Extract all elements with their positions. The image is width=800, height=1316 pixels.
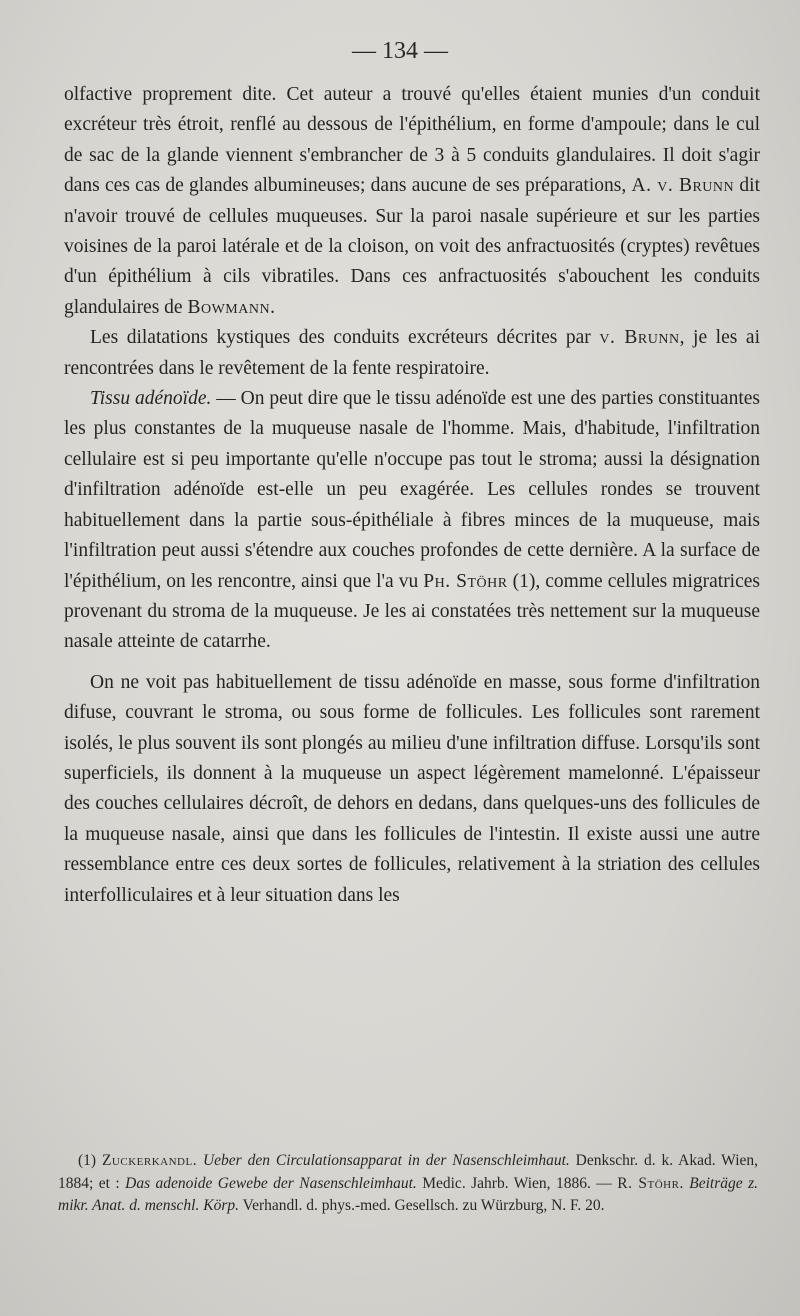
footnote-marker: (1) [78, 1152, 97, 1169]
footnote-text [58, 1150, 758, 1218]
main-text [64, 80, 760, 911]
author-name: v. Brunn [599, 327, 680, 349]
footnote-title: Beiträge z. mikr. Anat. d. menschl. Körp. [58, 1174, 758, 1214]
author-name: Ph. Stöhr [423, 570, 508, 592]
paragraph-3-text-2: (1), comme cellules migratrices provenant du stroma de la muqueuse. Je les ai constatées très nettement sur la muqueuse nasale atteinte de catarrhe. [64, 570, 761, 653]
footnote-title: Ueber den Circulationsapparat in der Nasenschleimhaut. [202, 1152, 570, 1169]
paragraph-4 [64, 668, 760, 911]
page-number: — 134 — [352, 38, 448, 64]
footnote-source: Verhandl. d. phys.-med. Gesellsch. zu Würzburg, N. F. 20. [242, 1197, 605, 1214]
author-name: Bowmann [187, 296, 271, 318]
footnote-author: R. Stöhr. [617, 1174, 684, 1192]
paragraph-3 [64, 384, 760, 658]
paragraph-2 [64, 323, 760, 384]
author-name: A. v. Brunn [631, 175, 735, 197]
paragraph-1-text: olfactive proprement dite. Cet auteur a trouvé qu'elles étaient munies d'un conduit excréteur très étroit, renflé au dessous de l'épithélium, en forme d'ampoule; dans le cul de sac de la glande viennent s'embrancher de 3 à 5 conduits glandulaires. Il doit s'agir dans ces cas de glandes albumineuses; dans aucune de ses préparations, [64, 84, 760, 197]
paragraph-1-end: . [270, 296, 275, 318]
paragraph-2-text: Les dilatations kystiques des conduits excréteurs décrites par [90, 327, 591, 349]
footnote-author: Zuckerkandl. [101, 1152, 198, 1169]
paragraph-4-text: On ne voit pas habituellement de tissu adénoïde en masse, sous forme d'infiltration difuse, couvrant le stroma, ou sous forme de follicules. Les follicules sont rarement isolés, le plus souvent ils sont plongés au milieu d'une infiltration diffuse. Lorsqu'ils sont superficiels, ils donnent à la muqueuse un aspect légèrement mamelonné. L'épaisseur des couches cellulaires décroît, de dehors en dedans, dans quelques-uns des follicules de la muqueuse nasale, ainsi que dans les follicules de l'intestin. Il existe aussi une autre ressemblance entre ces deux sortes de follicules, relativement à la striation des cellules interfolliculaires et à leur situation dans les [64, 671, 760, 906]
footnote-source: Medic. Jahrb. Wien, 1886. — [422, 1174, 612, 1192]
footnote-source: Denkschr. d. k. Akad. Wien, 1884; et : [58, 1152, 759, 1192]
paragraph-1-text-2: dit n'avoir trouvé de cellules muqueuses. Sur la paroi nasale supérieure et sur les parties voisines de la paroi latérale et de la cloison, on voit des anfractuosités (cryptes) revêtues d'un épithélium à cils vibratiles. Dans ces anfractuosités s'abouchent les conduits glandulaires de [64, 175, 761, 318]
footnote-title: Das adenoide Gewebe der Nasenschleimhaut. [125, 1174, 417, 1192]
footnote [58, 1150, 758, 1218]
section-heading: Tissu adénoïde. [90, 388, 212, 410]
paragraph-2-text-2: , je les ai rencontrées dans le revêtement de la fente respiratoire. [64, 327, 760, 379]
paragraph-3-text: — On peut dire que le tissu adénoïde est une des parties constituantes les plus constantes de la muqueuse nasale de l'homme. Mais, d'habitude, l'infiltration cellulaire est si peu importante qu'elle n'occupe pas tout le stroma; aussi la désignation d'infiltration adénoïde est-elle un peu exagérée. Les cellules rondes se trouvent habituellement dans la partie sous-épithéliale à fibres minces de la muqueuse, mais l'infiltration peut aussi s'étendre aux couches profondes de cette dernière. A la surface de l'épithélium, on les rencontre, ainsi que l'a vu [64, 388, 761, 592]
paragraph-1 [64, 80, 760, 323]
